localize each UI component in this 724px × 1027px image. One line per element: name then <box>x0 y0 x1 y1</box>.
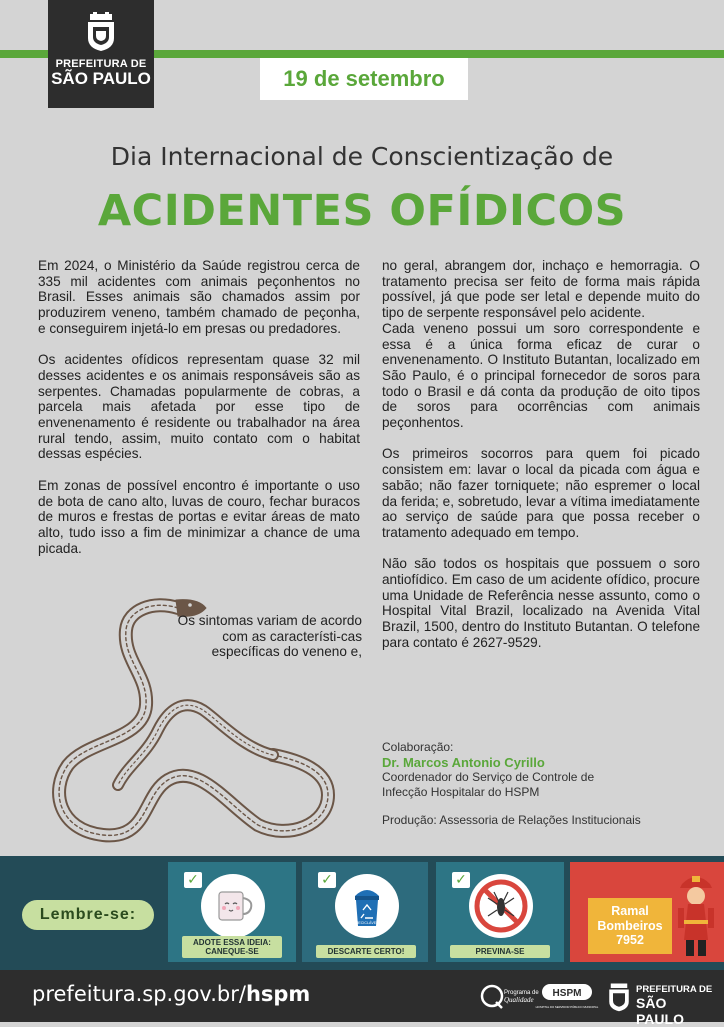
prefeitura-logo[interactable] <box>48 0 154 108</box>
url-path: hspm <box>245 982 311 1006</box>
credits-label: Colaboração: <box>382 740 454 754</box>
quality-line2: Qualidade <box>504 996 534 1004</box>
mug-circle <box>201 874 265 938</box>
firefighter-icon <box>674 870 718 960</box>
page-title-line1: Dia Internacional de Conscientização de <box>110 142 614 171</box>
fire-brigade-panel <box>570 862 724 962</box>
footer-pref-line2: SÃO PAULO <box>636 995 684 1027</box>
credits-block <box>382 740 702 828</box>
check-icon: ✓ <box>184 872 202 888</box>
city-crest-icon <box>84 12 118 52</box>
paragraph: Em 2024, o Ministério da Saúde registrou cerca de 335 mil acidentes com animais peçonhentos no Brasil. Esses animais são chamados assim por produzirem veneno, também chamado de peçonha, e conseguirem injetá-lo em presas ou predadores. <box>38 258 360 336</box>
city-crest-icon <box>606 982 632 1012</box>
url-prefix: prefeitura.sp.gov.br/ <box>32 982 246 1006</box>
footer-url[interactable] <box>32 982 310 1006</box>
footer-pref-line1: PREFEITURA DE <box>636 984 713 995</box>
ramal-line1: Ramal <box>611 904 649 918</box>
bin-circle <box>335 874 399 938</box>
paragraph: Os acidentes ofídicos representam quase 32 mil desses acidentes e os animais responsáveis são as serpentes. Chamadas popularmente de cobras, a parcela mais afetada por esse tipo de envenenamento é residente ou trabalhador na área rural tendo, assim, muito contato com o habitat dessas espécies. <box>38 352 360 462</box>
page-title-line2: ACIDENTES OFÍDICOS <box>97 186 627 236</box>
credits-role-line1: Coordenador do Serviço de Controle de <box>382 770 595 784</box>
body-right-column <box>382 258 700 666</box>
tag-descarte: DESCARTE CERTO! <box>316 945 416 958</box>
mug-icon <box>201 874 265 938</box>
paragraph: Não são todos os hospitais que possuem o soro antiofídico. Em caso de um acidente ofídico, procure uma Unidade de Referência nesse assunto, como o Hospital Vital Brazil, localizado na Avenida Vital Brazil, 1500, dentro do Instituto Butantan. O telefone para contato é 2627-9529. <box>382 556 700 650</box>
hspm-name: HSPM <box>552 988 582 999</box>
credits-production: Produção: Assessoria de Relações Institucionais <box>382 813 641 827</box>
reminder-recycle-panel <box>302 862 428 962</box>
recycle-bin-icon <box>335 874 399 938</box>
paragraph: Em zonas de possível encontro é importante o uso de bota de cano alto, luvas de couro, fechar buracos de muros e frestas de portas e evitar áreas de mato alto, tudo isso a fim de minimizar a chance de uma picada. <box>38 477 360 556</box>
logo-line2: SÃO PAULO <box>51 69 151 88</box>
logo-line1: PREFEITURA DE <box>55 58 147 70</box>
snake-wrap-paragraph: Os sintomas variam de acordo com as característi-cas específicas do veneno e, <box>177 613 362 660</box>
ramal-line2: Bombeiros <box>597 918 663 933</box>
check-icon: ✓ <box>318 872 336 888</box>
tag-adote <box>182 936 282 958</box>
tag-previna: PREVINA-SE <box>450 945 550 958</box>
hspm-sub: HOSPITAL DO SERVIDOR PÚBLICO MUNICIPAL <box>535 1005 599 1009</box>
ramal-line3: 7952 <box>616 933 644 947</box>
footer-prefeitura-logo <box>606 980 716 1027</box>
hspm-logo <box>535 980 599 1014</box>
date-banner: 19 de setembro <box>260 58 468 100</box>
credits-role-line2: Infecção Hospitalar do HSPM <box>382 785 540 799</box>
paragraph: Os primeiros socorros para quem foi picado consistem em: lavar o local da picada com água e sabão; não fazer torniquete; não espremer o local da ferida; e, sobretudo, levar a vítima imediatamente ao serviço de saúde para que possa receber o tratamento adequado em tempo. <box>382 446 700 540</box>
mosquito-circle <box>469 874 533 938</box>
body-left-column <box>38 258 360 556</box>
reminder-mosquito-panel <box>436 862 564 962</box>
bin-label: RECICLÁVEL <box>355 921 379 925</box>
tag-adote-line1: ADOTE ESSA IDEIA: <box>193 938 271 947</box>
quality-program-logo <box>478 980 539 1014</box>
quality-line1: Programa de <box>504 990 539 996</box>
check-icon: ✓ <box>452 872 470 888</box>
paragraph: no geral, abrangem dor, inchaço e hemorragia. O tratamento precisa ser feito de forma mais rápida possível, já que pode ser letal e depende muito do tipo de serpente responsável pelo acidente. <box>382 258 700 321</box>
paragraph: Cada veneno possui um soro correspondente e essa é a única forma eficaz de curar o envenenamento. O Instituto Butantan, localizado em São Paulo, é o principal fornecedor de soros para todo o Brasil e dá conta da produção de oito tipos de soros para ocorrências com animais peçonhentos. <box>382 320 700 431</box>
ramal-box <box>588 898 672 954</box>
reminder-mug-panel <box>168 862 296 962</box>
credits-name: Dr. Marcos Antonio Cyrillo <box>382 755 545 770</box>
tag-adote-line2: CANEQUE-SE <box>205 947 259 956</box>
lembre-se-badge: Lembre-se: <box>22 900 154 930</box>
no-mosquito-icon <box>469 874 533 938</box>
